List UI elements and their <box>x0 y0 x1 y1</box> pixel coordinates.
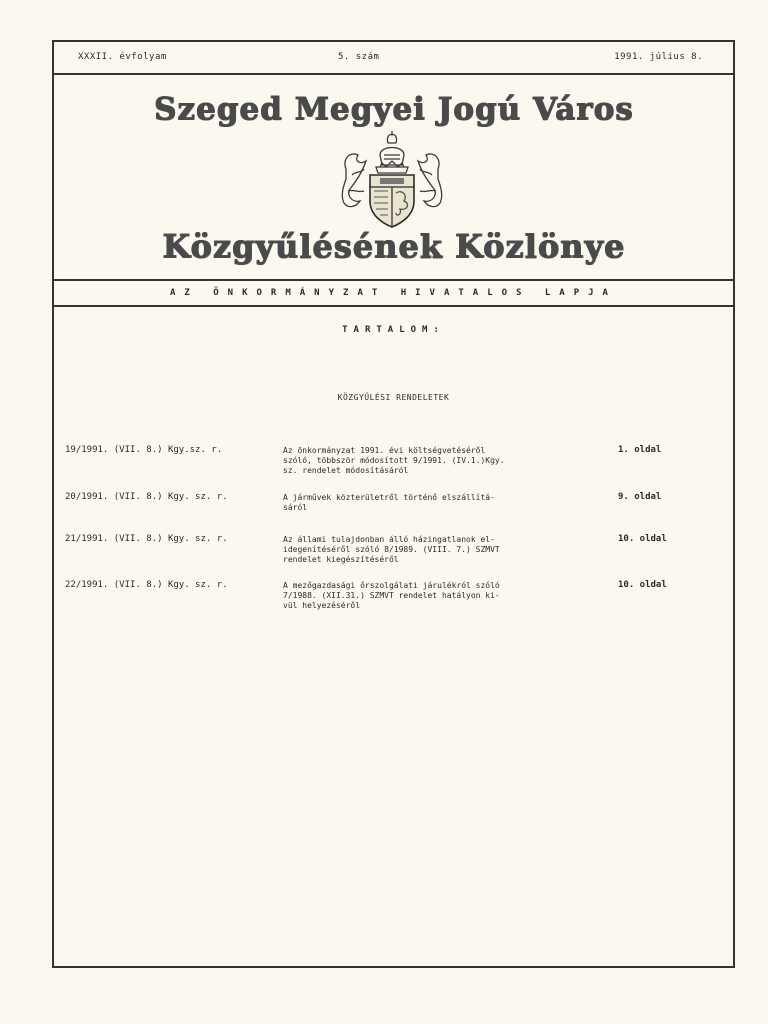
masthead-title-line2: Közgyűlésének Közlönye <box>161 227 626 265</box>
entry-reference: 19/1991. (VII. 8.) Kgy.sz. r. <box>65 445 223 455</box>
masthead <box>54 73 733 279</box>
entry-page: 10. oldal <box>618 580 667 590</box>
entry-reference: 21/1991. (VII. 8.) Kgy. sz. r. <box>65 534 228 544</box>
masthead-subtitle: AZ ÖNKORMÁNYZAT HIVATALOS LAPJA <box>54 279 733 307</box>
entry-description: A mezőgazdasági őrszolgálati járulékról szóló 7/1988. (XII.31.) SZMVT rendelet hatályon ki- vül helyezéséről <box>283 581 500 610</box>
entry-page: 10. oldal <box>618 534 667 544</box>
entry-reference: 22/1991. (VII. 8.) Kgy. sz. r. <box>65 580 228 590</box>
page-frame <box>52 40 735 968</box>
issue-number: 5. szám <box>338 52 380 62</box>
masthead-title-line1: Szeged Megyei Jogú Város <box>153 91 634 127</box>
volume-label: XXXII. évfolyam <box>78 52 167 62</box>
issue-header <box>54 42 733 75</box>
issue-date: 1991. július 8. <box>614 52 703 62</box>
entry-description: A járművek közterületről történő elszállítá- sáról <box>283 493 495 512</box>
section-heading: KÖZGYŰLÉSI RENDELETEK <box>337 393 450 402</box>
entry-description: Az önkormányzat 1991. évi költségvetéséről szóló, többször módosított 9/1991. (IV.1.)Kgy. sz. rendelet módosításáról <box>283 446 505 475</box>
entry-description: Az állami tulajdonban álló házingatlanok el- idegenítéséről szóló 8/1989. (VIII. 7.) SZMVT rendelet kiegészítéséről <box>283 535 500 564</box>
entry-reference: 20/1991. (VII. 8.) Kgy. sz. r. <box>65 492 228 502</box>
contents-heading: TARTALOM: <box>342 325 445 335</box>
entry-page: 1. oldal <box>618 445 662 455</box>
city-coat-of-arms-icon <box>336 129 448 229</box>
bottom-rule <box>54 966 733 968</box>
entry-page: 9. oldal <box>618 492 662 502</box>
